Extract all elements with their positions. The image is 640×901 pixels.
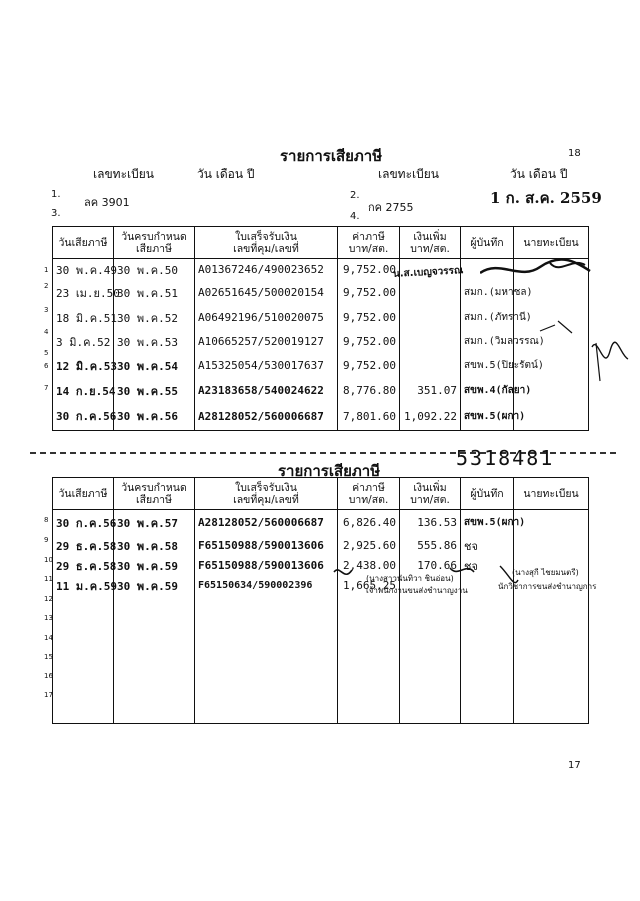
tax-amount: 2,438.00 — [338, 556, 400, 576]
due-date: 30 พ.ค.55 — [114, 379, 195, 403]
recorder: สมก.(มหาชล) — [461, 281, 514, 305]
plate-2-number: 2. — [350, 190, 360, 201]
row-number: 17 — [44, 691, 53, 699]
col-extra: เงินเพิ่ม บาท/สต. — [400, 478, 461, 510]
row-number: 2 — [44, 282, 49, 290]
paid-date: 30 พ.ค.49 — [53, 259, 114, 281]
officer-stamp-name: (นางสาวนันทิวา ชินอ่อน) — [366, 574, 454, 583]
tax-amount: 9,752.00 — [338, 331, 400, 353]
due-date: 30 พ.ค.59 — [114, 556, 195, 576]
row-number: 4 — [44, 328, 49, 336]
tax-amount: 6,826.40 — [338, 510, 400, 536]
section1-title: รายการเสียภาษี — [280, 147, 383, 165]
receipt-no: A15325054/530017637 — [195, 353, 338, 379]
col-extra: เงินเพิ่ม บาท/สต. — [400, 227, 461, 259]
table-row — [53, 536, 589, 556]
row-number: 9 — [44, 536, 49, 544]
table-row — [53, 676, 589, 696]
col-due-date: วันครบกำหนด เสียภาษี — [114, 478, 195, 510]
extra-amount: 1,092.22 — [400, 403, 461, 431]
table-2-header — [53, 478, 589, 510]
col-registrar: นายทะเบียน — [514, 227, 589, 259]
receipt-no: A23183658/540024622 — [195, 379, 338, 403]
officer-stamp: น.ส.เบญจวรรณ — [392, 265, 464, 280]
registrar — [514, 536, 589, 556]
recorder: สขพ.5(ผกา) — [461, 403, 514, 431]
recorder: ชจ — [461, 536, 514, 556]
tax-amount: 2,925.60 — [338, 536, 400, 556]
row-number: 16 — [44, 672, 53, 680]
receipt-no: F65150634/590002396 — [195, 576, 338, 596]
recorder: สขพ.5(ปิยะรัตน์) — [461, 353, 514, 379]
row-number: 5 — [44, 349, 49, 357]
row-number: 10 — [44, 556, 53, 564]
col-tax: ค่าภาษี บาท/สต. — [338, 478, 400, 510]
paid-date: 14 ก.ย.54 — [53, 379, 114, 403]
receipt-no: F65150988/590013606 — [195, 556, 338, 576]
row-number: 15 — [44, 653, 53, 661]
extra-amount: 351.07 — [400, 379, 461, 403]
extra-amount: 555.86 — [400, 536, 461, 556]
receipt-no: A06492196/510020075 — [195, 305, 338, 331]
due-date: 30 พ.ค.50 — [114, 259, 195, 281]
table-row — [53, 510, 589, 536]
recorder: สขพ.5(ผกา) — [461, 510, 514, 536]
tax-amount: 9,752.00 — [338, 259, 400, 281]
handwritten-marks — [330, 562, 590, 602]
col-due-date: วันครบกำหนด เสียภาษี — [114, 227, 195, 259]
tax-amount: 9,752.00 — [338, 281, 400, 305]
row-number: 14 — [44, 634, 53, 642]
col-paid-date: วันเสียภาษี — [53, 478, 114, 510]
col-registrar: นายทะเบียน — [514, 478, 589, 510]
row-number: 12 — [44, 595, 53, 603]
table-row — [53, 696, 589, 724]
row-number: 8 — [44, 516, 49, 524]
recorder: ชจ — [461, 556, 514, 576]
extra-amount — [400, 353, 461, 379]
header-right-reg-label: เลขทะเบียน — [378, 167, 439, 181]
row-number: 11 — [44, 575, 53, 583]
tax-amount: 9,752.00 — [338, 353, 400, 379]
row-number: 3 — [44, 306, 49, 314]
registrar-stamp-name: (นางสุกี ไชยมนตรี) — [512, 568, 579, 577]
due-date: 30 พ.ค.59 — [114, 576, 195, 596]
receipt-no: A10665257/520019127 — [195, 331, 338, 353]
extra-amount — [400, 305, 461, 331]
extra-amount — [400, 281, 461, 305]
receipt-no: A28128052/560006687 — [195, 403, 338, 431]
col-recorder: ผู้บันทึก — [461, 227, 514, 259]
plate-2-value: กค 2755 — [368, 201, 414, 214]
due-date: 30 พ.ค.52 — [114, 305, 195, 331]
row-number: 6 — [44, 362, 49, 370]
col-receipt: ใบเสร็จรับเงิน เลขที่คุม/เลขที่ — [195, 478, 338, 510]
col-recorder: ผู้บันทึก — [461, 478, 514, 510]
recorder: สมก.(วิมลวรรณ) — [461, 331, 514, 353]
receipt-no: F65150988/590013606 — [195, 536, 338, 556]
row-number: 7 — [44, 384, 49, 392]
row-number: 13 — [44, 614, 53, 622]
extra-amount: 136.53 — [400, 510, 461, 536]
header-right-date-label: วัน เดือน ปี — [510, 167, 568, 181]
paid-date: 30 ก.ค.56 — [53, 403, 114, 431]
paid-date: 30 ก.ค.56 — [53, 510, 114, 536]
tax-amount: 1,665.25 — [338, 576, 400, 596]
table-row — [53, 656, 589, 676]
recorder: สมก.(ภัทรานี) — [461, 305, 514, 331]
plate-1-number: 1. — [51, 189, 61, 200]
plate-1-value: ลค 3901 — [84, 196, 130, 209]
due-date: 30 พ.ค.54 — [114, 353, 195, 379]
plate-4-number: 4. — [350, 211, 360, 222]
due-date: 30 พ.ค.51 — [114, 281, 195, 305]
paid-date: 23 เม.ย.50 — [53, 281, 114, 305]
col-tax: ค่าภาษี บาท/สต. — [338, 227, 400, 259]
header-left-reg-label: เลขทะเบียน — [93, 167, 154, 181]
header-left-date-label: วัน เดือน ปี — [197, 167, 255, 181]
table-row — [53, 616, 589, 636]
extra-amount — [400, 331, 461, 353]
paid-date: 29 ธ.ค.58 — [53, 556, 114, 576]
plate-2-date: 1 ก. ส.ค. 2559 — [490, 189, 602, 207]
table-row — [53, 403, 589, 431]
receipt-no: A28128052/560006687 — [195, 510, 338, 536]
recorder: สขพ.4(กัลยา) — [461, 379, 514, 403]
paid-date: 3 มิ.ค.52 — [53, 331, 114, 353]
page-number-bottom: 17 — [568, 760, 581, 771]
due-date: 30 พ.ค.56 — [114, 403, 195, 431]
paid-date: 12 มิ.ค.53 — [53, 353, 114, 379]
extra-amount: 170.66 — [400, 556, 461, 576]
receipt-no: A01367246/490023652 — [195, 259, 338, 281]
col-receipt: ใบเสร็จรับเงิน เลขที่คุม/เลขที่ — [195, 227, 338, 259]
registrar-stamp-title: นักวิชาการขนส่งชำนาญการ — [498, 582, 597, 591]
fragment-number: 5318481 — [456, 446, 555, 470]
paid-date: 11 ม.ค.59 — [53, 576, 114, 596]
due-date: 30 พ.ค.57 — [114, 510, 195, 536]
officer-stamp-title: เจ้าพนักงานขนส่งชำนาญงาน — [366, 586, 468, 595]
tax-amount: 9,752.00 — [338, 305, 400, 331]
col-paid-date: วันเสียภาษี — [53, 227, 114, 259]
paid-date: 18 มิ.ค.51 — [53, 305, 114, 331]
row-number: 1 — [44, 266, 49, 274]
receipt-no: A02651645/500020154 — [195, 281, 338, 305]
plate-3-number: 3. — [51, 208, 61, 219]
table-1-header — [53, 227, 589, 259]
section2-title: รายการเสียภาษี — [278, 462, 381, 480]
paid-date: 29 ธ.ค.58 — [53, 536, 114, 556]
due-date: 30 พ.ค.53 — [114, 331, 195, 353]
due-date: 30 พ.ค.58 — [114, 536, 195, 556]
page-number-top: 18 — [568, 148, 581, 159]
tax-amount: 7,801.60 — [338, 403, 400, 431]
table-row — [53, 636, 589, 656]
registrar-signature — [480, 255, 630, 395]
tax-amount: 8,776.80 — [338, 379, 400, 403]
